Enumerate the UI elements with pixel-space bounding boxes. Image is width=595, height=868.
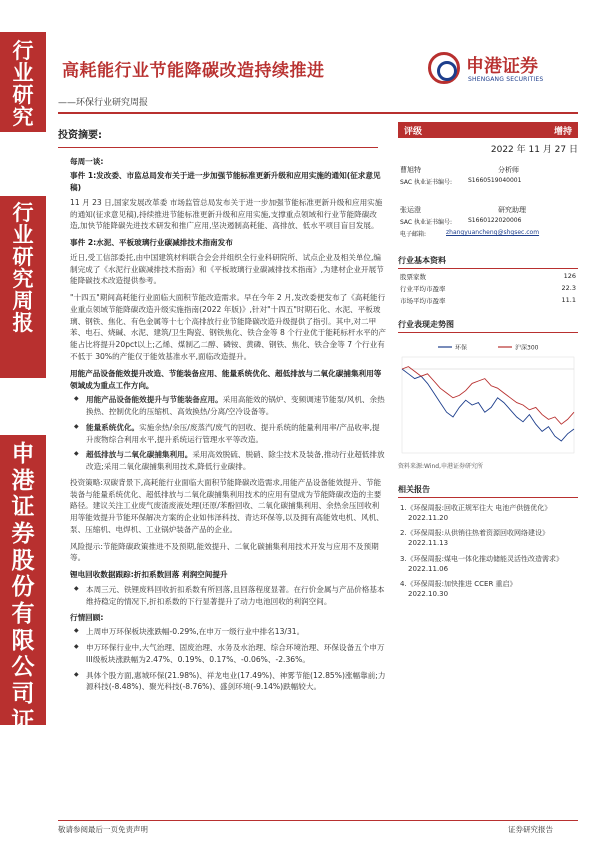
sidebar-char: 行: [12, 38, 34, 63]
related-report-text: 3.《环保周报:煤电一体化推动储能灵活性改造需求》: [400, 554, 564, 563]
basic-value: 11.1: [561, 296, 576, 304]
trend-chart: [398, 339, 578, 459]
email-label: 电子邮箱:: [400, 231, 427, 238]
related-report-text: 4.《环保周报:加快推进 CCER 重启》: [400, 579, 517, 588]
related-report-text: 2.《环保周报:从供销往热着资源回收网络建设》: [400, 529, 550, 538]
related-report-text: 1.《环保周报:回收正规军往大 电池产供链优化》: [400, 504, 552, 512]
risk-warning: 风险提示:节能降碳政策推进不及预期,能效提升、二氧化碳捕集利用技术开发与应用不及预期等。: [70, 541, 379, 563]
focus-heading: 用能产品设备能效提升改造、节能装备应用、能量系统优化、超低排放与二氧化碳捕集利用等领域成为重点工作方向。: [70, 368, 382, 390]
sac-label: SAC 执业证书编号:: [400, 179, 453, 186]
list-item: [70, 584, 386, 608]
basic-value: 22.3: [561, 284, 576, 292]
right-column: [398, 122, 578, 599]
rating-label: 评级: [404, 126, 423, 137]
related-report-item[interactable]: [400, 528, 578, 548]
list-item: [70, 626, 386, 638]
sidebar-char: 究: [12, 266, 34, 292]
event2-body: 近日,受工信部委托,由中国建筑材料联合会会并组织全行业科研院所、试点企业及相关单位,编制完成了《水泥行业碳减排技术指南》和《平板玻璃行业碳减排技术指南》,为建材企业开展节能降碳技术改造提供参考。: [70, 252, 384, 286]
trend-chart-title: 行业表现走势图: [398, 319, 578, 333]
sidebar-char: 研: [11, 760, 35, 788]
sidebar-char: 研: [12, 82, 34, 108]
sidebar-char: 证: [11, 493, 35, 521]
basic-value: 126: [563, 272, 576, 280]
email-link[interactable]: zhangyuancheng@shgsec.com: [446, 229, 540, 236]
sidebar-char: 券: [11, 733, 35, 761]
bullet-body: 本周三元、铁锂废料回收折扣系数有所回落,且回落程度显著。在行价金属与产品价格基本维持稳定的情况下,折扣系数的下行显著提升了动力电池回收的利润空间。: [86, 585, 385, 606]
analyst-block: [398, 165, 578, 195]
legend-label: 沪深300: [515, 344, 539, 352]
chart-frame: [402, 357, 574, 453]
related-report-item[interactable]: [400, 579, 578, 599]
analyst-role: 分析师: [498, 166, 519, 174]
list-item: [70, 670, 386, 694]
footer-divider: [58, 820, 578, 821]
sidebar-char: 份: [11, 573, 35, 601]
list-item: [70, 394, 386, 418]
analyst-name: 张运澄: [400, 206, 421, 214]
market-heading: 行情回顾:: [70, 612, 104, 622]
left-band: [0, 0, 46, 868]
table-row: [398, 296, 578, 305]
weekly-label: 每周一谈:: [70, 156, 104, 166]
related-report-date: 2022.11.13: [408, 539, 449, 548]
analysis-paragraph: "十四五"期间高耗能行业面临大面积节能改造需求。早在今年 2 月,发改委便发布了《高耗能行业重点领域节能降碳改造升级实施指南(2022 年版)》,针对"十四五"时期石化、水泥、平板玻璃、钢铁、焦化、有色金属等十七个高排放行业节能降碳改造升级提供了指引。其中,对二甲苯、电石、烧碱、水泥、建筑/卫生陶瓷、钢铁焦化、铁合金等 8 个行业优于能耗标杆水平的产能占比将提升20pct以上;乙烯、煤制乙二醇、磷铵、黄磷、钢铁、焦化、铁合金等 7 个行业有不低于 30%的产能仅于能效基准水平,面临改造提升。: [70, 293, 386, 361]
sidebar-char: 证: [11, 706, 35, 734]
bullet-head: 能量系统优化。: [86, 422, 140, 432]
list-item: [70, 642, 386, 666]
event1-body: 11 月 23 日,国家发展改革委 市场监管总局发布关于进一步加强节能标准更新升级和应用实施的通知(征求意见稿),持续推进节能标准更新升级和应用实施,支撑重点领域和行业节能降碳改造,加快节能降碳先进技术研发和推广应用,坚决遏制高耗能、高排放、低水平项目盲目发展。: [70, 197, 383, 231]
related-report-date: 2022.11.20: [408, 514, 449, 523]
rating-bar: [398, 122, 578, 138]
logo-text-cn: 申港证券: [466, 56, 538, 77]
bullet-head: 超低排放与二氧化碳捕集利用。: [86, 450, 193, 460]
sac-number: S1660519040001: [468, 177, 522, 184]
list-item: [70, 449, 386, 473]
related-report-item[interactable]: [400, 503, 578, 523]
footer-label: 证券研究报告: [508, 825, 553, 834]
bullet-body: 具体个股方面,惠城环保(21.98%)、祥龙电业(17.49%)、神雾节能(12.85%)涨幅靠前;力源科技(-8.48%)、聚光科技(-8.76%)、盛剑环境(-9.14%)跌幅较大。: [86, 670, 386, 692]
related-report-date: 2022.11.06: [408, 564, 449, 573]
sidebar-top-block: [0, 32, 46, 132]
sac-number: S1660122020006: [468, 217, 522, 224]
sidebar-char: 行: [12, 200, 34, 225]
sidebar-char: 限: [11, 626, 35, 654]
sidebar-char: 股: [11, 546, 35, 574]
sidebar-char: 究: [12, 104, 34, 130]
sac-label: SAC 执业证书编号:: [400, 219, 453, 226]
analyst-name: 曹旭特: [400, 166, 421, 174]
series-line: [402, 367, 574, 425]
report-subtitle: ——环保行业研究周报: [58, 98, 149, 108]
table-row: [398, 272, 578, 281]
rating-value: 增持: [553, 126, 572, 137]
sidebar-char: 港: [11, 466, 35, 494]
sidebar-char: 业: [12, 60, 34, 86]
sidebar-char: 公: [11, 653, 35, 681]
sidebar-char: 告: [11, 840, 35, 868]
sidebar-char: 报: [12, 310, 34, 336]
bullet-body: 实施余热/余压/废蒸汽/废气的回收、提升系统的能量利用率/产品收率,提升废物综合利用水平,提升系统运行管理水平等改造。: [86, 422, 380, 444]
related-report-date: 2022.10.30: [408, 589, 449, 598]
sidebar-char: 研: [12, 244, 34, 270]
trend-chart-svg: [398, 339, 578, 459]
basic-info-title: 行业基本资料: [398, 255, 578, 269]
footer-disclaimer: 敬请参阅最后一页免责声明: [58, 825, 148, 834]
related-reports-title: 相关报告: [398, 484, 578, 498]
header-divider: [58, 112, 578, 114]
event2-title: 事件 2:水泥、平板玻璃行业碳减排技术指南发布: [70, 238, 233, 248]
sidebar-char: 有: [11, 600, 35, 628]
analyst-block: [398, 205, 578, 241]
bullet-head: 用能产品设备能效提升与节能装备应用。: [86, 395, 223, 405]
bullet-body: 上周申万环保板块涨跌幅-0.29%,在申万一级行业中排名13/31。: [86, 627, 305, 637]
abstract-title: 投资摘要:: [58, 128, 378, 148]
chart-source: 资料来源:Wind,申港证券研究所: [398, 463, 484, 470]
logo-mark-icon: [428, 52, 460, 84]
basic-label: 市场平均市盈率: [400, 297, 446, 305]
sidebar-char: 周: [12, 288, 34, 314]
main-column: [58, 122, 386, 697]
bullet-body: 采用高效脱硫、脱硝、除尘技术及装备,推动行业超低排放改造;采用二氧化碳捕集利用技术,降低行业碳排。: [86, 450, 385, 472]
report-date: 2022 年 11 月 27 日: [490, 145, 578, 155]
report-title: 高耗能行业节能降碳改造持续推进: [62, 61, 325, 81]
related-report-item[interactable]: [400, 554, 578, 574]
sidebar-char: 究: [11, 786, 35, 814]
sidebar-bottom-block: [0, 435, 46, 868]
basic-label: 行业平均市盈率: [400, 285, 446, 293]
sidebar-char: 司: [11, 680, 35, 708]
basic-label: 股票家数: [400, 273, 426, 281]
bullet-body: 申万环保行业中,大气治理、固废治理、水务及水治理、综合环境治理、环保设备五个申万III级板块涨跌幅为2.47%、0.19%、0.17%、-0.06%、-2.36%。: [86, 643, 385, 664]
company-logo: [428, 52, 568, 88]
analyst-role: 研究助理: [498, 206, 526, 214]
logo-text-en: SHENGANG SECURITIES: [468, 76, 544, 83]
sidebar-char: 业: [12, 222, 34, 248]
recycling-heading: 锂电回收数据跟踪:折扣系数回落 利润空间提升: [70, 570, 228, 580]
series-line: [402, 369, 574, 441]
sidebar-char: 报: [11, 813, 35, 841]
investment-strategy: 投资策略:双碳背景下,高耗能行业面临大面积节能降碳改造需求,用能产品设备能效提升、节能装备与能量系统优化、超低排放与二氧化碳捕集利用技术的应用有望成为节能降碳改造的主要路径。建议关注工业废气废渣废液处理(还原/苯酚回收、二氧化碳捕集利用、余热余压回收利用等能效提升节能环保解决方案的企业如伟泽科技、青达环保等,以及拥有高能效电机、风机、泵、压缩机、电焊机、工业锅炉装备产品的企业。: [70, 477, 384, 534]
list-item: [70, 422, 386, 446]
bullet-body: 采用高能效的锅炉、变频调速节能泵/风机、余热换热、控制优化的压缩机、高效换热/分离/空冷设备等。: [86, 395, 385, 417]
sidebar-char: 券: [11, 520, 35, 548]
sidebar-char: 申: [11, 440, 35, 467]
sidebar-mid-block: [0, 196, 46, 378]
legend-label: 环保: [455, 344, 468, 352]
table-row: [398, 284, 578, 293]
event1-title: 事件 1:发改委、市监总局发布关于进一步加强节能标准更新升级和应用实施的通知(征求意见稿): [70, 171, 381, 193]
